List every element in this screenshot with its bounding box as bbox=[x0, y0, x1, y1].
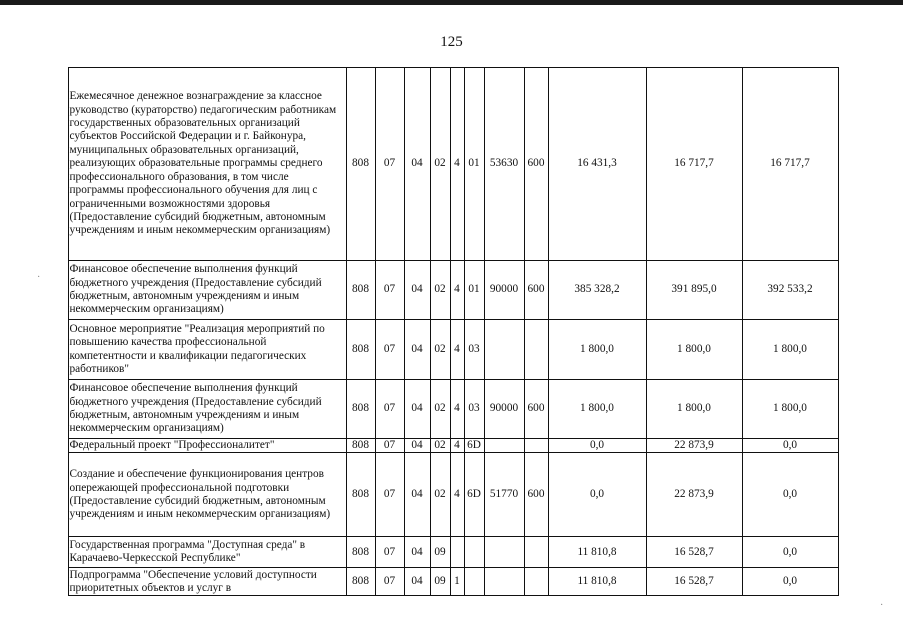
row-name: Основное мероприятие "Реализация мероприятий по повышению качества профессиональной компетентности и квалификации педагогических работников" bbox=[68, 320, 346, 380]
direction-code bbox=[484, 320, 524, 380]
margin-cell bbox=[45, 453, 68, 537]
amount-year-2: 22 873,9 bbox=[646, 453, 742, 537]
expense-type-code bbox=[524, 439, 548, 453]
amount-year-2: 1 800,0 bbox=[646, 320, 742, 380]
table-row bbox=[45, 439, 838, 453]
ved-code: 808 bbox=[346, 537, 375, 568]
amount-year-3: 1 800,0 bbox=[742, 320, 838, 380]
direction-code bbox=[484, 568, 524, 596]
expense-type-code bbox=[524, 568, 548, 596]
margin-cell bbox=[45, 68, 68, 261]
subsection-code: 04 bbox=[404, 439, 430, 453]
row-name: Федеральный проект "Профессионалитет" bbox=[68, 439, 346, 453]
amount-year-1: 1 800,0 bbox=[548, 380, 646, 439]
subsection-code: 04 bbox=[404, 568, 430, 596]
program-code: 09 bbox=[430, 568, 450, 596]
amount-year-2: 16 528,7 bbox=[646, 537, 742, 568]
amount-year-3: 16 717,7 bbox=[742, 68, 838, 261]
program-code: 09 bbox=[430, 537, 450, 568]
amount-year-3: 1 800,0 bbox=[742, 380, 838, 439]
row-name: Финансовое обеспечение выполнения функций бюджетного учреждения (Предоставление субсидий бюджетным, автономным учреждениям и иным некоммерческим организациям) bbox=[68, 380, 346, 439]
subsection-code: 04 bbox=[404, 320, 430, 380]
amount-year-3: 0,0 bbox=[742, 568, 838, 596]
ved-code: 808 bbox=[346, 453, 375, 537]
table-row bbox=[45, 568, 838, 596]
table-row bbox=[45, 261, 838, 320]
table-row bbox=[45, 537, 838, 568]
row-name: Создание и обеспечение функционирования центров опережающей профессиональной подготовки (Предоставление субсидий бюджетным, автономным учреждениям и иным некоммерческим организациям) bbox=[68, 453, 346, 537]
amount-year-1: 1 800,0 bbox=[548, 320, 646, 380]
section-code: 07 bbox=[375, 320, 404, 380]
direction-code: 53630 bbox=[484, 68, 524, 261]
amount-year-1: 11 810,8 bbox=[548, 568, 646, 596]
program-code: 02 bbox=[430, 261, 450, 320]
amount-year-2: 16 528,7 bbox=[646, 568, 742, 596]
event-code bbox=[464, 537, 484, 568]
subprogram-code: 4 bbox=[450, 453, 464, 537]
amount-year-3: 0,0 bbox=[742, 439, 838, 453]
direction-code: 51770 bbox=[484, 453, 524, 537]
row-name: Подпрограмма "Обеспечение условий доступности приоритетных объектов и услуг в bbox=[68, 568, 346, 596]
page-number: 125 bbox=[440, 34, 463, 50]
expense-type-code: 600 bbox=[524, 453, 548, 537]
ved-code: 808 bbox=[346, 380, 375, 439]
amount-year-2: 391 895,0 bbox=[646, 261, 742, 320]
program-code: 02 bbox=[430, 320, 450, 380]
program-code: 02 bbox=[430, 68, 450, 261]
expense-type-code: 600 bbox=[524, 68, 548, 261]
program-code: 02 bbox=[430, 439, 450, 453]
subsection-code: 04 bbox=[404, 380, 430, 439]
table-row bbox=[45, 453, 838, 537]
amount-year-1: 385 328,2 bbox=[548, 261, 646, 320]
direction-code: 90000 bbox=[484, 261, 524, 320]
amount-year-1: 0,0 bbox=[548, 439, 646, 453]
event-code bbox=[464, 568, 484, 596]
table-row bbox=[45, 68, 838, 261]
top-rule bbox=[0, 0, 903, 5]
event-code: 6D bbox=[464, 453, 484, 537]
direction-code: 90000 bbox=[484, 380, 524, 439]
expense-type-code bbox=[524, 537, 548, 568]
row-name: Ежемесячное денежное вознаграждение за классное руководство (кураторство) педагогическим работникам государственных образовательных организаций субъектов Российской Федерации и г. Байконура, муниципальных образовательных организаций, реализующих образовательные программы среднего профессионального образования, в том числе программы профессионального обучения для лиц с ограниченными возможностями здоровья (Предоставление субсидий бюджетным, автономным учреждениям и иным некоммерческим организациям) bbox=[68, 68, 346, 261]
table-row bbox=[45, 320, 838, 380]
program-code: 02 bbox=[430, 453, 450, 537]
subprogram-code: 4 bbox=[450, 261, 464, 320]
subprogram-code bbox=[450, 537, 464, 568]
ved-code: 808 bbox=[346, 68, 375, 261]
table-row bbox=[45, 380, 838, 439]
amount-year-1: 16 431,3 bbox=[548, 68, 646, 261]
margin-cell bbox=[45, 439, 68, 453]
margin-mark: · bbox=[37, 272, 41, 283]
margin-mark: · bbox=[880, 600, 884, 611]
event-code: 03 bbox=[464, 320, 484, 380]
section-code: 07 bbox=[375, 453, 404, 537]
expense-type-code: 600 bbox=[524, 380, 548, 439]
subprogram-code: 4 bbox=[450, 380, 464, 439]
row-name: Государственная программа "Доступная среда" в Карачаево-Черкесской Республике" bbox=[68, 537, 346, 568]
ved-code: 808 bbox=[346, 439, 375, 453]
subsection-code: 04 bbox=[404, 261, 430, 320]
amount-year-2: 16 717,7 bbox=[646, 68, 742, 261]
event-code: 01 bbox=[464, 261, 484, 320]
amount-year-3: 0,0 bbox=[742, 537, 838, 568]
amount-year-1: 0,0 bbox=[548, 453, 646, 537]
subsection-code: 04 bbox=[404, 68, 430, 261]
amount-year-3: 0,0 bbox=[742, 453, 838, 537]
margin-cell bbox=[45, 537, 68, 568]
amount-year-1: 11 810,8 bbox=[548, 537, 646, 568]
section-code: 07 bbox=[375, 537, 404, 568]
ved-code: 808 bbox=[346, 320, 375, 380]
expense-type-code bbox=[524, 320, 548, 380]
subprogram-code: 4 bbox=[450, 439, 464, 453]
subsection-code: 04 bbox=[404, 453, 430, 537]
section-code: 07 bbox=[375, 68, 404, 261]
direction-code bbox=[484, 537, 524, 568]
subprogram-code: 4 bbox=[450, 320, 464, 380]
amount-year-3: 392 533,2 bbox=[742, 261, 838, 320]
margin-cell bbox=[45, 320, 68, 380]
event-code: 01 bbox=[464, 68, 484, 261]
direction-code bbox=[484, 439, 524, 453]
event-code: 6D bbox=[464, 439, 484, 453]
amount-year-2: 22 873,9 bbox=[646, 439, 742, 453]
event-code: 03 bbox=[464, 380, 484, 439]
margin-cell bbox=[45, 568, 68, 596]
budget-table bbox=[45, 67, 839, 596]
ved-code: 808 bbox=[346, 261, 375, 320]
section-code: 07 bbox=[375, 261, 404, 320]
row-name: Финансовое обеспечение выполнения функций бюджетного учреждения (Предоставление субсидий бюджетным, автономным учреждениям и иным некоммерческим организациям) bbox=[68, 261, 346, 320]
amount-year-2: 1 800,0 bbox=[646, 380, 742, 439]
expense-type-code: 600 bbox=[524, 261, 548, 320]
subsection-code: 04 bbox=[404, 537, 430, 568]
section-code: 07 bbox=[375, 439, 404, 453]
margin-cell bbox=[45, 261, 68, 320]
ved-code: 808 bbox=[346, 568, 375, 596]
subprogram-code: 4 bbox=[450, 68, 464, 261]
section-code: 07 bbox=[375, 568, 404, 596]
margin-cell bbox=[45, 380, 68, 439]
section-code: 07 bbox=[375, 380, 404, 439]
program-code: 02 bbox=[430, 380, 450, 439]
subprogram-code: 1 bbox=[450, 568, 464, 596]
